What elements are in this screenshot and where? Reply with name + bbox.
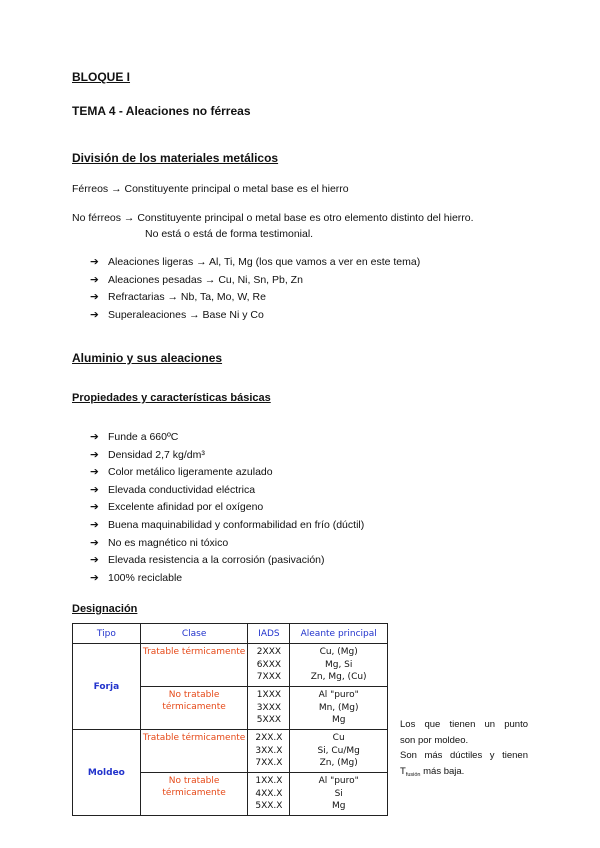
clase-cell: No tratable térmicamente <box>140 687 248 730</box>
list-item: ➔ Elevada conductividad eléctrica <box>90 482 364 500</box>
arrow-right-icon: ➔ <box>90 308 99 321</box>
table-header-row <box>73 624 388 644</box>
arrow-right-icon: ➔ <box>90 518 99 531</box>
iads-cell: 2XXX 6XXX 7XXX <box>248 644 290 687</box>
column-header: Tipo <box>73 624 141 644</box>
block-title: BLOQUE I <box>72 70 131 84</box>
table-row <box>73 730 388 773</box>
clase-cell: No tratable térmicamente <box>140 773 248 816</box>
arrow-right-icon: ➔ <box>90 431 99 443</box>
list-item: ➔ Refractarias → Nb, Ta, Mo, W, Re <box>90 289 420 307</box>
note-line: Son más dúctiles y tienen <box>400 750 528 761</box>
list-item: ➔ Excelente afinidad por el oxígeno <box>90 499 364 517</box>
arrow-right-icon: ➔ <box>90 554 99 567</box>
column-header: Clase <box>140 624 248 644</box>
clase-cell: Tratable térmicamente <box>140 730 248 773</box>
list-item: ➔ Superaleaciones → Base Ni y Co <box>90 307 420 325</box>
tipo-cell: Moldeo <box>73 730 141 816</box>
nonferrous-definition: No férreos → Constituyente principal o metal base es otro elemento distinto del hierro. <box>72 212 474 224</box>
note-line: Los que tienen un punto <box>400 719 528 730</box>
note-line: $T_{fusión}$ más baja. <box>400 765 465 778</box>
properties-heading: Propiedades y características básicas <box>72 392 271 404</box>
list-item: ➔ Buena maquinabilidad y conformabilidad en frío (dúctil) <box>90 517 364 535</box>
arrow-right-icon: ➔ <box>90 448 99 461</box>
list-item: ➔ Elevada resistencia a la corrosión (pasivación) <box>90 552 364 570</box>
aluminium-heading: Aluminio y sus aleaciones <box>72 351 223 365</box>
list-item: ➔ Aleaciones pesadas → Cu, Ni, Sn, Pb, Zn <box>90 272 420 290</box>
ferrous-definition: Férreos → Constituyente principal o metal base es el hierro <box>72 183 349 195</box>
list-item: ➔ 100% reciclable <box>90 570 364 588</box>
column-header: Aleante principal <box>290 624 388 644</box>
list-item: ➔ Densidad 2,7 kg/dm³ <box>90 447 364 465</box>
arrow-right-icon: ➔ <box>90 466 99 479</box>
designation-note <box>400 717 528 783</box>
alloy-family-list <box>90 254 420 324</box>
iads-cell: 1XX.X 4XX.X 5XX.X <box>248 773 290 816</box>
table-row <box>73 644 388 687</box>
iads-cell: 2XX.X 3XX.X 7XX.X <box>248 730 290 773</box>
properties-list <box>90 429 364 587</box>
note-line: son por moldeo. <box>400 734 469 746</box>
aleante-cell: Cu, (Mg) Mg, Si Zn, Mg, (Cu) <box>290 644 388 687</box>
aleante-cell: Al "puro" Mn, (Mg) Mg <box>290 687 388 730</box>
designation-heading: Designación <box>72 603 138 615</box>
iads-cell: 1XXX 3XXX 5XXX <box>248 687 290 730</box>
arrow-right-icon: ➔ <box>90 483 99 496</box>
list-item: ➔ Aleaciones ligeras → Al, Ti, Mg (los que vamos a ver en este tema) <box>90 254 420 272</box>
list-item: ➔ Color metálico ligeramente azulado <box>90 464 364 482</box>
aleante-cell: Cu Si, Cu/Mg Zn, (Mg) <box>290 730 388 773</box>
arrow-right-icon: ➔ <box>90 291 99 304</box>
clase-cell: Tratable térmicamente <box>140 644 248 687</box>
nonferrous-definition-cont: No está o está de forma testimonial. <box>145 228 314 240</box>
aleante-cell: Al "puro" Si Mg <box>290 773 388 816</box>
tipo-cell: Forja <box>73 644 141 730</box>
list-item: ➔ Funde a 660ºC <box>90 429 364 447</box>
arrow-right-icon: ➔ <box>90 536 99 549</box>
designation-table <box>72 623 388 816</box>
arrow-right-icon: ➔ <box>90 256 99 268</box>
arrow-right-icon: ➔ <box>90 273 99 286</box>
arrow-right-icon: ➔ <box>90 571 99 584</box>
arrow-right-icon: ➔ <box>90 501 99 514</box>
list-item: ➔ No es magnético ni tóxico <box>90 535 364 553</box>
topic-title: TEMA 4 - Aleaciones no férreas <box>72 104 251 118</box>
column-header: IADS <box>248 624 290 644</box>
division-heading: División de los materiales metálicos <box>72 151 279 165</box>
